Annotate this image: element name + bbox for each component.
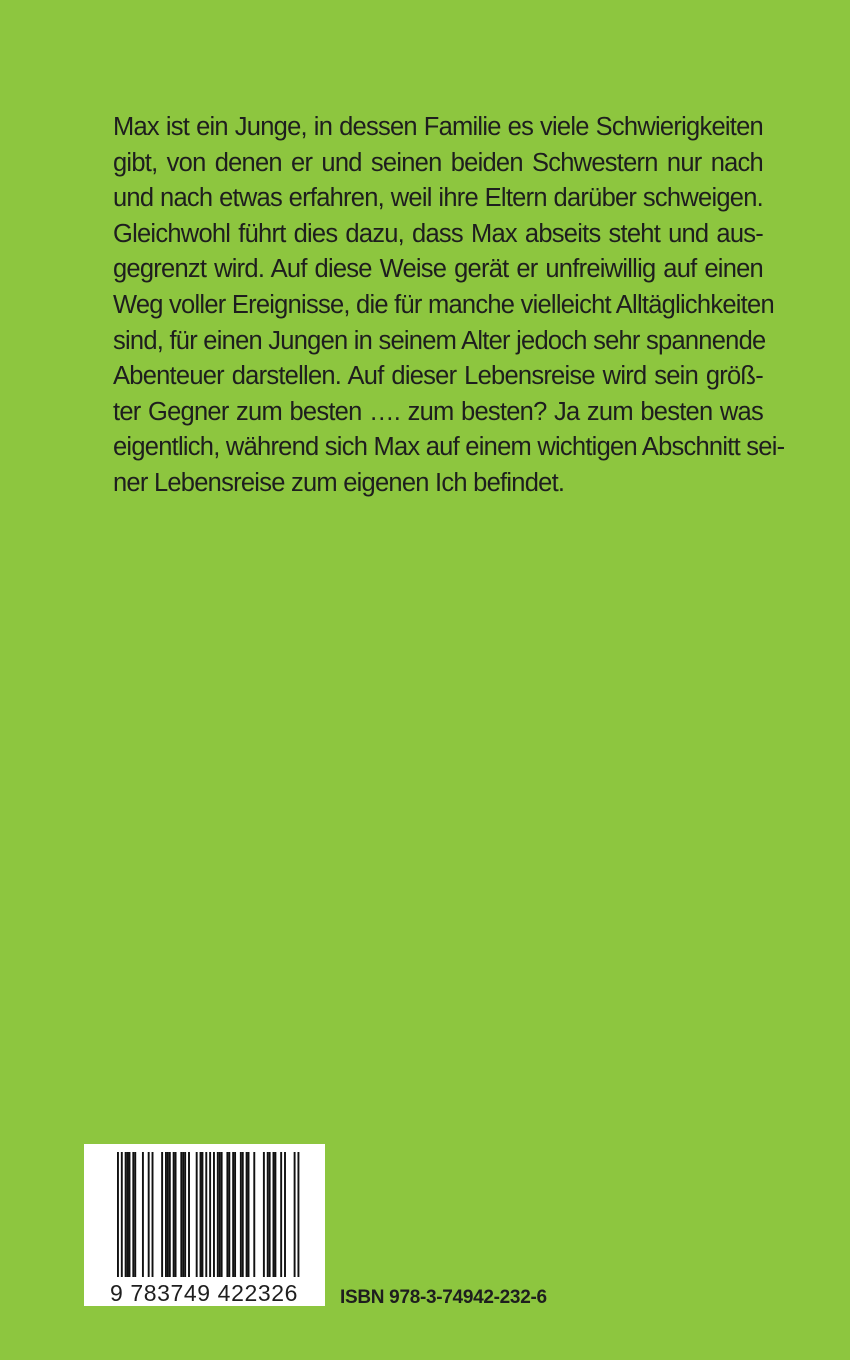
barcode-bar: [221, 1152, 223, 1277]
barcode-bar: [127, 1152, 129, 1277]
barcode-bar: [234, 1152, 236, 1277]
blurb-line: ner Lebensreise zum eigenen Ich befindet.: [113, 468, 565, 497]
barcode-bar: [280, 1152, 282, 1277]
barcode-bar: [297, 1152, 299, 1277]
blurb-text: [113, 110, 785, 502]
barcode-bar: [263, 1152, 265, 1277]
barcode-bar: [121, 1152, 123, 1277]
barcode-bar: [273, 1152, 275, 1277]
barcode-bar: [184, 1152, 186, 1277]
blurb-line: ter Gegner zum besten …. zum besten? Ja zum besten was: [113, 397, 763, 426]
barcode-bar: [117, 1152, 119, 1277]
barcode-bar: [148, 1152, 150, 1277]
barcode-bar: [269, 1152, 271, 1277]
barcode-bar: [196, 1152, 198, 1277]
blurb-line: gegrenzt wird. Auf diese Weise gerät er unfreiwillig auf einen: [113, 255, 763, 284]
barcode-bar: [232, 1152, 234, 1277]
barcode-bar: [173, 1152, 175, 1277]
barcode-bar: [226, 1152, 228, 1277]
barcode-bar: [267, 1152, 269, 1277]
barcode-bar: [205, 1152, 207, 1277]
barcode-bar: [125, 1152, 127, 1277]
barcode-bar: [209, 1152, 211, 1277]
barcode-bar: [253, 1152, 255, 1277]
barcode-bar: [129, 1152, 131, 1277]
barcode-icon: [84, 1144, 325, 1306]
barcode-bar: [294, 1152, 296, 1277]
barcode-bar: [152, 1152, 154, 1277]
barcode-bar: [167, 1152, 169, 1277]
barcode: [84, 1144, 325, 1306]
barcode-bar: [169, 1152, 171, 1277]
barcode-bar: [240, 1152, 242, 1277]
barcode-bar: [217, 1152, 219, 1277]
barcode-bar: [213, 1152, 215, 1277]
blurb-line: Max ist ein Junge, in dessen Familie es viele Schwierigkeiten: [113, 113, 763, 141]
barcode-bar: [161, 1152, 163, 1277]
barcode-bar: [228, 1152, 230, 1277]
barcode-bar: [180, 1152, 182, 1277]
barcode-bar: [242, 1152, 244, 1277]
barcode-digits: 9 783749 422326: [109, 1280, 299, 1306]
blurb-line: und nach etwas erfahren, weil ihre Eltern darüber schweigen.: [113, 184, 763, 213]
barcode-bar: [200, 1152, 202, 1277]
isbn-number: ISBN 978-3-74942-232-6: [340, 1287, 547, 1308]
blurb-line: Gleichwohl führt dies dazu, dass Max abseits steht und aus-: [113, 219, 763, 248]
blurb-line: eigentlich, während sich Max auf einem wichtigen Abschnitt sei-: [113, 433, 785, 462]
barcode-bar: [182, 1152, 184, 1277]
blurb-line: Abenteuer darstellen. Auf dieser Lebensreise wird sein größ-: [113, 362, 763, 391]
barcode-bar: [284, 1152, 286, 1277]
barcode-bar: [188, 1152, 190, 1277]
barcode-bar: [219, 1152, 221, 1277]
blurb-line: gibt, von denen er und seinen beiden Schwestern nur nach: [113, 148, 763, 177]
barcode-bar: [248, 1152, 250, 1277]
barcode-bar: [175, 1152, 177, 1277]
barcode-bar: [246, 1152, 248, 1277]
barcode-bar: [201, 1152, 203, 1277]
blurb-line: Weg voller Ereignisse, die für manche vielleicht Alltäglichkeiten: [113, 290, 774, 319]
barcode-bar: [165, 1152, 167, 1277]
barcode-bar: [274, 1152, 276, 1277]
barcode-bar: [132, 1152, 134, 1277]
barcode-bar: [142, 1152, 144, 1277]
blurb-line: sind, für einen Jungen in seinem Alter jedoch sehr spannende: [113, 326, 766, 355]
barcode-bar: [134, 1152, 136, 1277]
